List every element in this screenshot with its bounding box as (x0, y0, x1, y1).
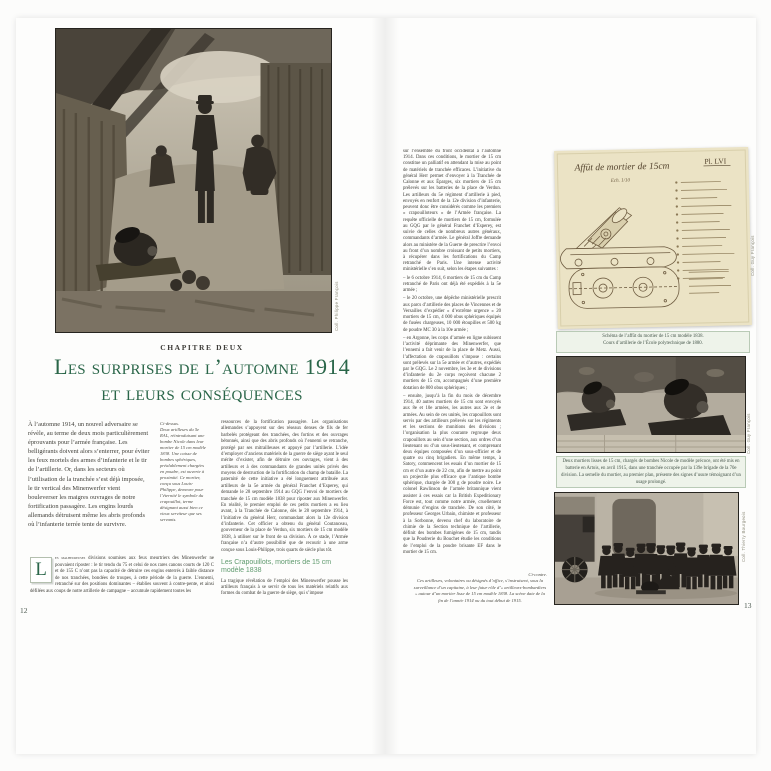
list-item: – le 20 octobre, une dépêche ministérielle prescrit aux parcs d’artillerie des places de Vincennes et de Versailles d’expédier « d’extrême urgence » 20 mortiers de 15 cm, 4 000 obus sphériques équipés de fusées chargeuses, 10 000 étoupilles et 500 kg de poudre MC 30 à la 10e armée ; (403, 296, 501, 333)
plate-credit: Coll. Guy François (750, 235, 755, 276)
soldiers-photo (554, 492, 739, 605)
chapter-label: CHAPITRE DEUX (160, 343, 244, 352)
column-paragraph: ressources de la fortification passagère. Les organisations allemandes s’appuyent sur des réseaux denses de fils de fer barbelés protégeant des tranchées, des fortins et des ouvrages bétonnés, ainsi que des abris profonds où l’ennemi se retranche, protégé par ses mitrailleuses et appuyé par l’artillerie. L’idée d’employer d’anciens matériels de la guerre de siège ayant le seul mérite d’exister, afin de détruire ces ouvrages, vient à des artilleurs et à des commandants de grandes unités privés des moyens de destruction de la fortification du champ de bataille. La paternité de cette initiative a été longuement attribuée aux artilleurs de la 5e armée du général Franchet d’Esperey, qui demande le 28 septembre 1914 au GQG l’envoi de mortiers de tranchée de 15 cm modèle 1838 pour riposter aux Minenwerfer. En réalité, le premier emploi de ces petits mortiers a eu lieu avant, à la Tranchée de Calonne, dès le 28 septembre 1914, à l’initiative du général Herr, commandant alors la 12e division d’infanterie. Cet officier a obtenu du général Coutanceau, gouverneur de la place de Verdun, six mortiers de 15 cm modèle 1838, à utiliser sur le front de sa division. À ce stade, l’Armée française n’a d’autre possibilité que de recourir à une arme conçue sous Louis-Philippe, trois quarts de siècle plus tôt. (221, 420, 348, 553)
caption-body: Deux artilleurs du 5e RAL, réintroduisant une bombe Nicole dans leur mortier de 15 cm modèle 1838. Une caisse de bombes sphériques, préalablement chargées en poudre, est ouverte à proximité. Ce mortier, conçu sous Louis-Philippe, demeure pour l’éternité le symbole du crapouillot, terme désignant aussi bien ce vieux serviteur que ses servants. (160, 426, 206, 522)
plate-title: Affût de mortier de 15cm (574, 161, 670, 174)
intro-paragraph: À l’automne 1914, un nouvel adversaire se révèle, au terme de deux mois particulièrement éprouvants pour l’armée française. Les belligérants doivent alors s’enterrer, pour éviter les feux mortels des armes d’infanterie et le tir de l’artillerie. Or, dans les secteurs où l’utilisation de la tranchée s’est déjà imposée, le tir vertical des Minenwerfer vient bouleverser les maigres ouvrages de notre fortification passagère. Les engins lourds allemands détruisent même les abris profonds où l’infanterie terrée tente de survivre. (28, 421, 150, 529)
lead-paragraph (30, 556, 214, 595)
lead-smallcaps: es malheureuses (55, 556, 86, 561)
mortars-photo-illustration (557, 357, 745, 452)
chapter-title-line2: et leurs conséquences (101, 379, 303, 405)
plate-caption-line2: Cours d’artillerie de l’École polytechnique de 1880. (603, 340, 703, 346)
plate-caption (556, 331, 750, 353)
dropcap: L (30, 557, 52, 583)
right-text-column (403, 149, 501, 563)
column-paragraph: – ensuite, jusqu’à la fin du mois de décembre 1914, 40 autres mortiers de 15 cm sont envoyés aux 8e et 10e armées, les autres aux 2e et 4e armées. Au sein de ces unités, les crapouillots sont servis par des artilleurs prélevés sur les régiments et les sections de munitions des divisions ; l’organisation la plus courante regroupe deux crapouillots au sein d’une section, aux ordres d’un lieutenant ou d’un sous-lieutenant, et comprenant deux équipes composées d’un sous-officier et de quatre ou cinq brigadiers. En même temps, à Satory, commencent les essais d’un mortier de 15 cm et d’un autre de 22 cm, afin de mettre au point un projectile plus efficace que l’antique bombe sphérique, chargée de 300 g de poudre noire. Le colonel Rawlinson de l’armée britannique vient assister à ces essais car la British Expeditionary Force est, tout comme notre armée, cruellement démunie d’engins de tranchée. De son côté, le professeur Georges Urbain, chimiste et professeur à la Sorbonne, devenu chef du laboratoire de chimie de la Section technique de l’artillerie, définit des bombes fumigènes de 15 cm, tandis que la Poudrerie du Bouchet étudie les conditions de l’emploi de la poudre brisante EF dans le mortier de 15 cm. (403, 393, 501, 555)
plate-ref: Pl. LVI (704, 156, 727, 166)
column-paragraph: sur l’ensemble du front occidental à l’automne 1914. Dans ces conditions, le mortier de 15 cm constitue un palliatif en attendant la mise au point de matériels de tranchée efficaces. L’initiative du général Herr permet d’envoyer à la Tranchée de Calonne et aux Éparges, six mortiers de 15 cm prélevés sur les batteries de la place de Verdun. Les artilleurs du 5e régiment d’artillerie à pied, envoyés en renfort de la 12e division d’infanterie, peuvent donc être considérés comme les premiers « crapouilloteurs » de l’Armée française. La requête officielle de mortiers de 15 cm, formulée au GQG par le général Franchet d’Esperey, est suivie de celles de nombreux autres généraux, commandants d’armée. Le général Joffre demande alors au ministère de la Guerre de prescrire l’envoi au front d’un nombre croissant de petits mortiers, à récupérer dans les fortifications du Camp retranché de Paris. Une intense activité ministérielle s’en suit, selon les étapes suivantes : (403, 149, 501, 273)
list-item: – le 6 octobre 1914, 6 mortiers de 15 cm du Camp retranché de Paris ont déjà été expédiés à la 5e armée ; (403, 275, 501, 294)
plate-figure (554, 147, 752, 329)
page-number-right: 13 (744, 601, 752, 610)
chapter-title-line1: Les surprises de l’automne 1914 (54, 354, 350, 379)
caption-lead: Ci-dessus. (160, 421, 180, 426)
trench-photo-illustration (56, 29, 331, 332)
mortars-caption: Deux mortiers lisses de 15 cm, chargés de bombes Nicole de modèle précoce, ont été mis en batterie en Artois, en avril 1915, dans une tranchée occupée par la 139e brigade de la 70e division. La semelle du mortier, au premier plan, présente des signes d’usure témoignant d’un usage prolongé. (556, 456, 746, 488)
mortars-photo (556, 356, 746, 453)
mortars-photo-credit: Coll. Guy François (746, 413, 751, 454)
list-item: – en Argonne, les corps d’armée en ligne subissent l’activité déprimante des Minenwerfer, que l’ennemi a fait venir de la place de Metz. Aussi, l’affectation de crapouillots s’impose : certains sont prélevés sur la 5e armée et d’autres, expédiés par le GQG. Le 2 novembre, les 3e et 4e divisions d’infanterie du 2e corps reçoivent chacune 2 mortiers de 15 cm, accompagnés d’une première dotation de 800 obus sphériques ; (403, 335, 501, 391)
trench-photo-credit: Coll. Philippe François (334, 281, 339, 331)
column-paragraph: La tragique révélation de l’emploi des Minenwerfer pousse les artilleurs français à se servir de tous les matériels relatifs aux formes du combat de la guerre de siège, qui s’impose (221, 578, 348, 597)
section-subheading: Les Crapouillots, mortiers de 15 cm modèle 1838 (221, 558, 332, 575)
caption-lead: Ci-contre. (528, 572, 547, 577)
page-number-left: 12 (20, 606, 28, 615)
trench-photo (55, 28, 332, 333)
soldiers-photo-credit: Coll. Thierry Bourgeois (741, 511, 746, 562)
caption-body: Ces artilleurs, volontaires ou désignés d’office, s’instruisent, sous la surveillance d’un capitaine, à leur futur rôle d’« artilleurs-bombardiers » autour d’un mortier lisse de 15 cm modèle 1838. La scène date de la fin de l’année 1914 ou du tout début de 1915. (413, 578, 547, 603)
plate-caption-line1: Schéma de l’affût du mortier de 15 cm modèle 1838. (602, 334, 704, 339)
trench-photo-caption (160, 421, 208, 522)
plate-scale: Ech. 1/10 (610, 178, 631, 184)
soldiers-photo-illustration (555, 493, 738, 604)
plate-illustration (554, 147, 752, 329)
chapter-title (6, 354, 398, 405)
soldiers-photo-caption (413, 572, 547, 604)
lead-text: divisions soumises aux feux meurtriers des Minenwerfer ne pouvaient riposter : le tir tendu du 75 et celui de nos rares canons courts de 120 C et de 155 C n’ont pas la capacité de détruire ces engins enterrés à faible distance de nos tranchées, bondées de troupes, à cette période de la guerre. L’ennemi, retranché sur des positions dominantes – établies souvent à contre-pente, et ainsi défilées aux coups de notre artillerie de campagne – accumule rapidement toutes les (30, 556, 215, 594)
left-text-column (221, 420, 348, 598)
